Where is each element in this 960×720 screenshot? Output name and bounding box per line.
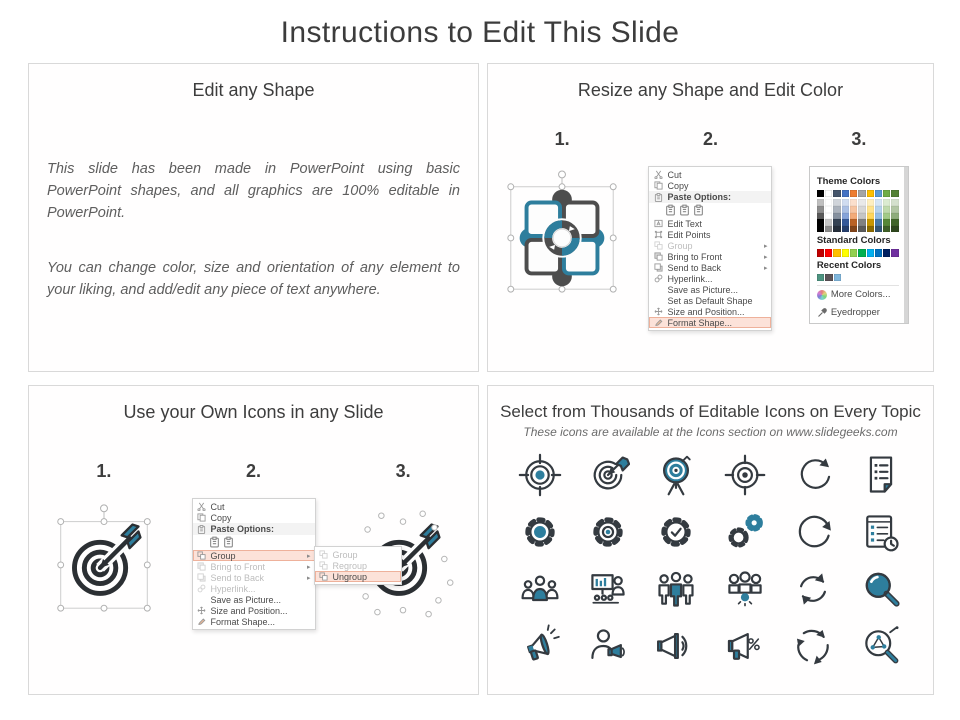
step-number: 3. (851, 129, 867, 149)
group-icon (318, 550, 330, 560)
color-swatch (825, 190, 832, 197)
menu-item-label: Format Shape... (210, 616, 276, 627)
menu-item-label: Paste Options: (210, 524, 275, 534)
paste-option-icon (209, 536, 220, 550)
presentation-screen-icon (586, 567, 630, 611)
color-swatch (875, 249, 882, 256)
menu-item-label: Group (210, 550, 236, 561)
menu-item-copy (649, 180, 771, 191)
copy-icon (196, 513, 208, 523)
icon-context-menu-wrap (192, 498, 368, 630)
swatch-row (817, 219, 899, 226)
color-swatch (850, 219, 857, 226)
group-submenu (314, 546, 402, 585)
color-swatch (850, 213, 857, 220)
group-icon (318, 572, 330, 582)
color-swatch (817, 274, 824, 281)
color-swatch (858, 206, 865, 213)
color-swatch (883, 249, 890, 256)
sync-arrows-icon (791, 567, 835, 611)
color-swatch (891, 249, 898, 256)
group-icon (318, 561, 330, 571)
menu-item-cut (193, 501, 315, 512)
color-swatch (883, 199, 890, 206)
color-swatch (875, 213, 882, 220)
icon-grid (506, 453, 915, 668)
menu-item-edit-text (649, 218, 771, 229)
swatch-row (817, 226, 899, 233)
color-swatch (825, 206, 832, 213)
front-icon (652, 252, 664, 262)
edit-shape-title: Edit any Shape (192, 80, 315, 100)
color-swatch (867, 249, 874, 256)
color-swatch (858, 219, 865, 226)
menu-item-format-shape (649, 317, 771, 328)
menu-item-edit-points (649, 229, 771, 240)
color-swatch (817, 199, 824, 206)
menu-item-label: Hyperlink... (667, 273, 713, 284)
edit-shape-paragraph-2: You can change color, size and orientation of any element to your liking, and add/edit any piece of text anywhere. (47, 260, 460, 298)
menu-item-label: Cut (210, 501, 225, 512)
dartboard-stand-icon (654, 453, 698, 497)
menu-item-label: Group (667, 240, 693, 251)
color-swatch (850, 249, 857, 256)
paste-option-icon (693, 204, 704, 218)
cut-icon (652, 170, 664, 180)
color-swatch (875, 199, 882, 206)
gear-core-icon (586, 510, 630, 554)
edit-text-icon (652, 219, 664, 229)
swatch-row (817, 249, 899, 256)
color-swatch (875, 206, 882, 213)
color-swatch (833, 206, 840, 213)
megaphone-percent-icon (723, 624, 767, 668)
color-swatch (875, 190, 882, 197)
menu-item-label: Hyperlink... (210, 583, 256, 594)
standard-colors-label: Standard Colors (816, 235, 891, 247)
format-icon (652, 318, 664, 328)
color-swatch (842, 206, 849, 213)
submenu-arrow-icon: ▸ (763, 242, 768, 250)
menu-item-group (649, 240, 771, 251)
front-icon (196, 562, 208, 572)
submenu-arrow-icon: ▸ (763, 264, 768, 272)
menu-item-label: Regroup (332, 560, 368, 571)
menu-item-cut (649, 169, 771, 180)
size-icon (196, 606, 208, 616)
color-swatch (850, 199, 857, 206)
color-swatch (858, 199, 865, 206)
menu-icon-spacer (196, 595, 208, 605)
color-swatch (817, 213, 824, 220)
color-swatch (883, 219, 890, 226)
discussion-group-icon (723, 567, 767, 611)
paste-option-icon (223, 536, 234, 550)
color-swatch (867, 219, 874, 226)
color-swatch (817, 226, 824, 233)
paste-icon (652, 192, 664, 202)
magnifier-icon (859, 567, 903, 611)
picker-scrollbar (904, 167, 908, 323)
checklist-document-icon (859, 453, 903, 497)
step-number: 3. (395, 461, 411, 481)
color-swatch (817, 190, 824, 197)
more-colors-label: More Colors... (830, 289, 891, 301)
copy-icon (652, 181, 664, 191)
color-swatch (825, 226, 832, 233)
theme-color-variants (817, 199, 899, 232)
menu-item-send-to-back (649, 262, 771, 273)
menu-item-set-as-default-shape (649, 295, 771, 306)
color-swatch (833, 249, 840, 256)
menu-item-size-and-position (649, 306, 771, 317)
edit-shape-paragraph-1: This slide has been made in PowerPoint using basic PowerPoint shapes, and all graphics are 100% editable in PowerPoint. (47, 161, 460, 221)
menu-item-paste-options (193, 523, 315, 535)
menu-item-ungroup (315, 571, 401, 582)
group-icon (196, 551, 208, 561)
step-number: 2. (246, 461, 262, 481)
color-swatch (883, 213, 890, 220)
menu-paste-variants (649, 203, 771, 218)
use-icons-title: Use your Own Icons in any Slide (123, 402, 384, 422)
submenu-arrow-icon: ▸ (306, 563, 311, 571)
menu-icon-spacer (652, 296, 664, 306)
color-swatch (891, 190, 898, 197)
menu-item-bring-to-front (193, 561, 315, 572)
icons-step-1 (29, 461, 179, 630)
back-icon (196, 573, 208, 583)
color-swatch (891, 206, 898, 213)
edit-points-icon (652, 230, 664, 240)
more-colors-item (817, 285, 899, 300)
color-swatch (842, 190, 849, 197)
color-swatch (867, 199, 874, 206)
menu-item-label: Copy (210, 512, 232, 523)
color-wheel-icon (817, 290, 827, 300)
color-swatch (891, 219, 898, 226)
recent-colors-label: Recent Colors (816, 259, 882, 271)
color-swatch (817, 219, 824, 226)
swatch-row (817, 206, 899, 213)
menu-item-label: Copy (667, 180, 689, 191)
card-edit-any-shape (28, 63, 479, 372)
color-swatch (825, 274, 832, 281)
menu-item-paste-options (649, 191, 771, 203)
step-number: 1. (554, 129, 570, 149)
color-swatch (875, 219, 882, 226)
color-swatch (842, 226, 849, 233)
color-swatch (825, 199, 832, 206)
menu-item-hyperlink (649, 273, 771, 284)
menu-item-label: Ungroup (332, 571, 368, 582)
eyedropper-icon (817, 308, 827, 318)
refresh-arrow-icon (791, 453, 835, 497)
menu-item-group (315, 549, 401, 560)
target-dart-icon (586, 453, 630, 497)
menu-item-label: Send to Back (667, 262, 722, 273)
color-swatch (833, 219, 840, 226)
submenu-arrow-icon: ▸ (306, 574, 311, 582)
menu-item-size-and-position (193, 605, 315, 616)
menu-item-bring-to-front (649, 251, 771, 262)
eyedropper-label: Eyedropper (830, 307, 880, 319)
selected-shape-graphic (497, 166, 627, 306)
shape-context-menu (648, 166, 772, 331)
theme-colors-label: Theme Colors (816, 176, 881, 187)
menu-item-group (193, 550, 315, 561)
card-use-own-icons (28, 385, 479, 695)
menu-item-label: Edit Text (667, 218, 702, 229)
megaphone-sound-icon (654, 624, 698, 668)
resize-step-1 (488, 129, 636, 331)
color-swatch (858, 249, 865, 256)
color-swatch (867, 213, 874, 220)
menu-item-label: Format Shape... (667, 317, 733, 328)
color-swatch (883, 226, 890, 233)
color-swatch (833, 213, 840, 220)
color-swatch (858, 213, 865, 220)
card-resize-shape-edit-color (487, 63, 934, 372)
menu-item-label: Size and Position... (210, 605, 288, 616)
size-icon (652, 307, 664, 317)
menu-item-hyperlink (193, 583, 315, 594)
eyedropper-item (817, 304, 899, 318)
magnifier-insight-icon (859, 624, 903, 668)
color-swatch (833, 226, 840, 233)
color-swatch (842, 199, 849, 206)
color-swatch (834, 274, 841, 281)
back-icon (652, 263, 664, 273)
menu-item-label: Bring to Front (667, 251, 723, 262)
color-swatch (891, 226, 898, 233)
menu-item-label: Cut (667, 169, 682, 180)
person-megaphone-icon (586, 624, 630, 668)
color-swatch (858, 226, 865, 233)
menu-paste-variants (193, 535, 315, 550)
menu-icon-spacer (652, 285, 664, 295)
color-swatch (842, 219, 849, 226)
menu-item-regroup (315, 560, 401, 571)
menu-item-format-shape (193, 616, 315, 627)
step-number: 2. (702, 129, 718, 149)
color-swatch (850, 206, 857, 213)
cut-icon (196, 502, 208, 512)
link-icon (652, 274, 664, 284)
reload-circle-icon (791, 510, 835, 554)
audience-group-icon (518, 567, 562, 611)
megaphone-announce-icon (518, 624, 562, 668)
paste-icon (196, 524, 208, 534)
menu-item-label: Save as Picture... (210, 594, 282, 605)
menu-item-label: Edit Points (667, 229, 711, 240)
color-swatch (867, 206, 874, 213)
icon-library-subtitle: These icons are available at the Icons section on www.slidegeeks.com (523, 425, 898, 439)
paste-option-icon (665, 204, 676, 218)
color-swatch (842, 249, 849, 256)
color-swatch (883, 190, 890, 197)
icons-step-2 (179, 461, 368, 630)
menu-item-label: Send to Back (210, 572, 265, 583)
menu-item-label: Paste Options: (667, 192, 731, 202)
color-swatch (850, 226, 857, 233)
submenu-arrow-icon: ▸ (306, 552, 311, 560)
cycle-arrows-icon (791, 624, 835, 668)
swatch-row (817, 213, 899, 220)
icon-library-title: Select from Thousands of Editable Icons on Every Topic (500, 402, 921, 421)
color-swatch (825, 219, 832, 226)
menu-item-send-to-back (193, 572, 315, 583)
use-icons-steps (29, 461, 478, 630)
team-group-icon (654, 567, 698, 611)
color-swatch (875, 226, 882, 233)
menu-item-save-as-picture (649, 284, 771, 295)
color-swatch (842, 213, 849, 220)
menu-item-label: Group (332, 549, 358, 560)
color-swatch (817, 206, 824, 213)
menu-item-label: Bring to Front (210, 561, 266, 572)
resize-step-2 (636, 129, 784, 331)
menu-item-label: Save as Picture... (667, 284, 739, 295)
menu-item-copy (193, 512, 315, 523)
grouped-target-graphic (48, 498, 160, 620)
gear-check-icon (654, 510, 698, 554)
format-icon (196, 617, 208, 627)
swatch-row (817, 190, 899, 197)
gears-pair-icon (723, 510, 767, 554)
swatch-row (817, 199, 899, 206)
task-clock-icon (859, 510, 903, 554)
slide-title: Instructions to Edit This Slide (280, 16, 680, 49)
resize-shape-steps (488, 129, 933, 331)
color-swatch (825, 249, 832, 256)
color-picker-panel (809, 166, 909, 324)
resize-shape-title: Resize any Shape and Edit Color (577, 80, 844, 100)
menu-item-save-as-picture (193, 594, 315, 605)
color-swatch (883, 206, 890, 213)
group-icon (652, 241, 664, 251)
card-icon-library (487, 385, 934, 695)
color-swatch (850, 190, 857, 197)
color-swatch (867, 226, 874, 233)
gear-solid-icon (518, 510, 562, 554)
color-swatch (833, 199, 840, 206)
color-swatch (867, 190, 874, 197)
swatch-row (817, 274, 899, 281)
target-focus-icon (518, 453, 562, 497)
menu-item-label: Size and Position... (667, 306, 745, 317)
color-swatch (891, 199, 898, 206)
color-swatch (891, 213, 898, 220)
color-swatch (833, 190, 840, 197)
color-swatch (817, 249, 824, 256)
submenu-arrow-icon: ▸ (763, 253, 768, 261)
menu-item-label: Set as Default Shape (667, 295, 753, 306)
paste-option-icon (679, 204, 690, 218)
crosshair-aim-icon (723, 453, 767, 497)
icon-context-menu (192, 498, 316, 630)
link-icon (196, 584, 208, 594)
resize-step-3 (785, 129, 933, 331)
color-swatch (825, 213, 832, 220)
color-swatch (858, 190, 865, 197)
step-number: 1. (96, 461, 112, 481)
